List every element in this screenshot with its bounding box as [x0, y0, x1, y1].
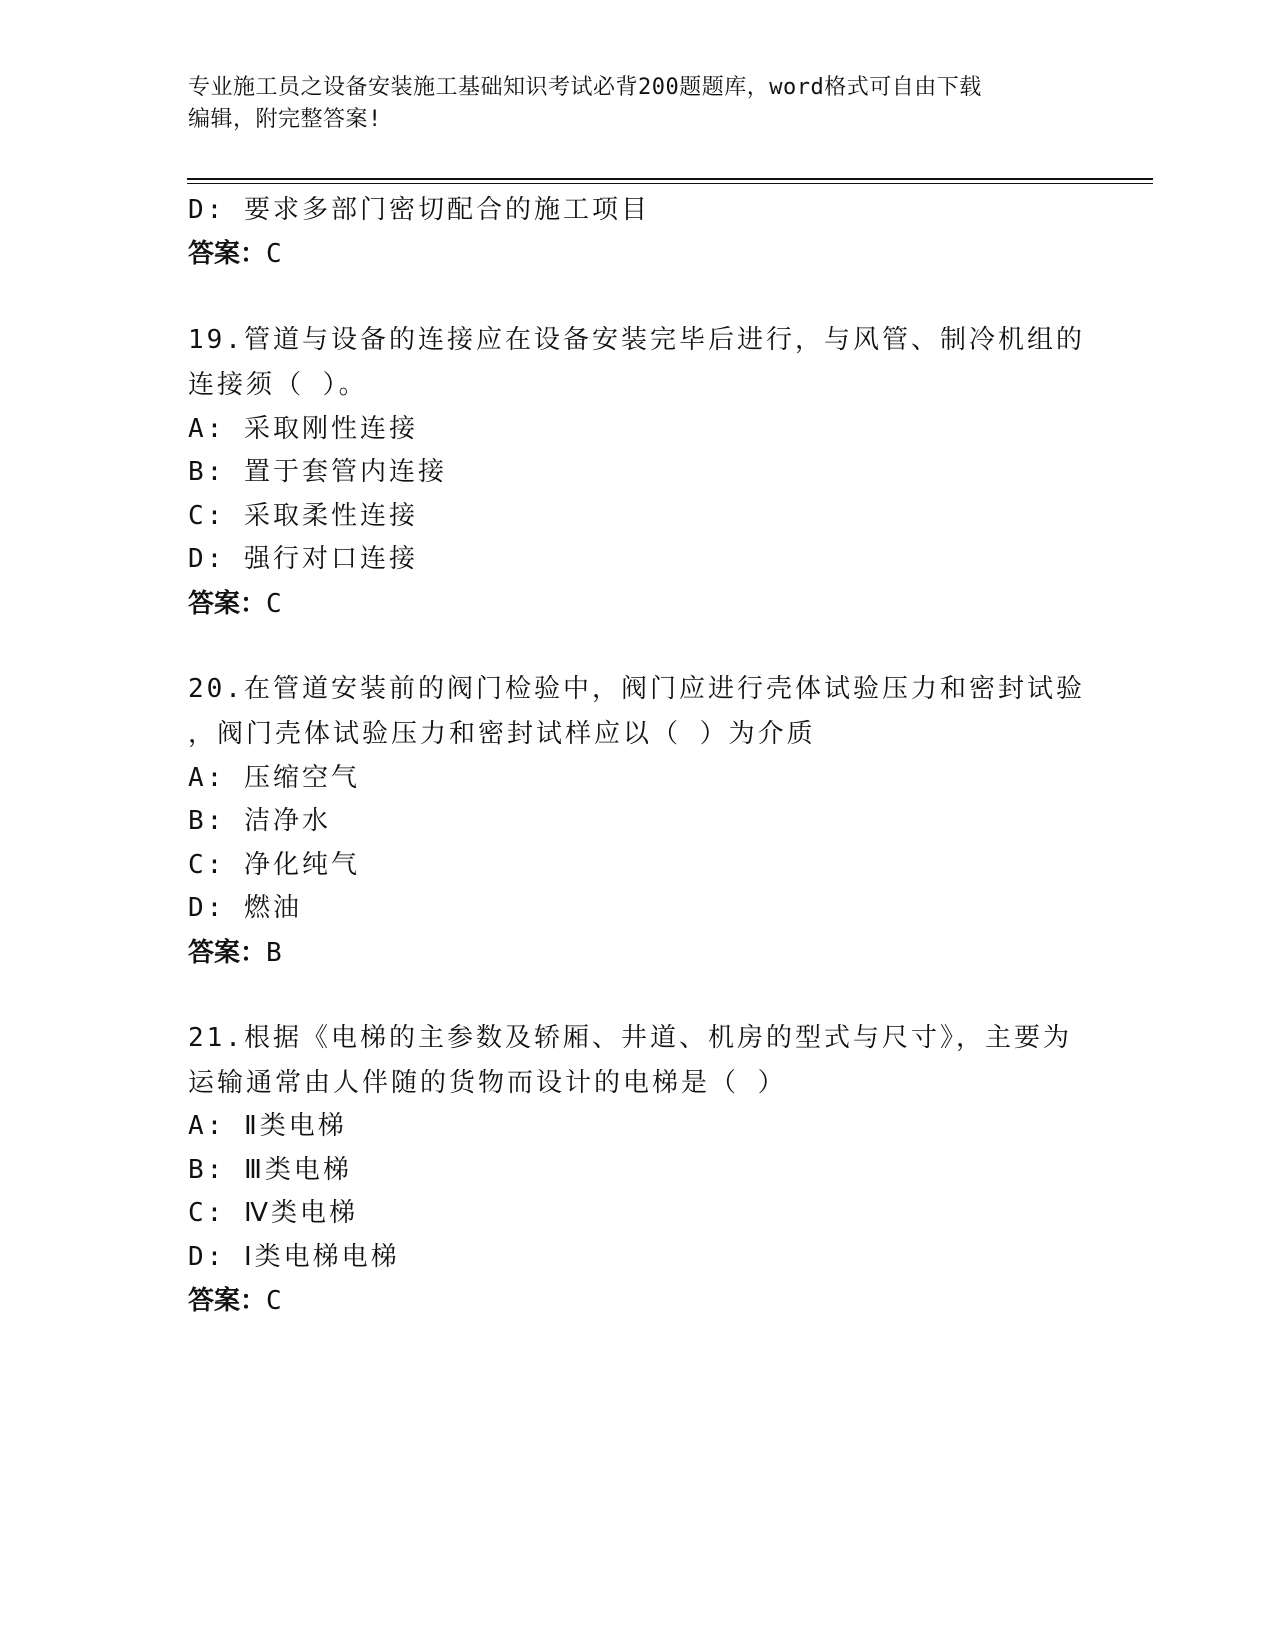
question-20-option-a: A: 压缩空气	[188, 763, 360, 793]
question-stem-line: 连接须（ ）。	[188, 370, 368, 400]
prev-answer	[188, 237, 282, 271]
answer-value: C	[266, 589, 282, 619]
question-19-option-a: A: 采取刚性连接	[188, 414, 418, 444]
question-stem-line: ，阀门壳体试验压力和密封试样应以（ ）为介质	[188, 719, 816, 749]
answer-value: C	[266, 1286, 282, 1316]
question-stem-line: 21.根据《电梯的主参数及轿厢、井道、机房的型式与尺寸》，主要为	[188, 1023, 1072, 1053]
question-21-option-a: A: Ⅱ类电梯	[188, 1111, 347, 1141]
prev-option-d: D: 要求多部门密切配合的施工项目	[188, 195, 650, 225]
question-19-answer	[188, 587, 282, 621]
question-stem-line: 19.管道与设备的连接应在设备安装完毕后进行，与风管、制冷机组的	[188, 325, 1085, 355]
question-21-option-d: D: Ⅰ类电梯电梯	[188, 1242, 400, 1272]
question-19-option-d: D: 强行对口连接	[188, 544, 418, 574]
question-20-option-c: C: 净化纯气	[188, 850, 360, 880]
question-20-answer	[188, 936, 282, 970]
answer-value: B	[266, 938, 282, 968]
header-divider-thin	[187, 183, 1153, 184]
answer-label: 答案：	[188, 938, 267, 968]
question-20-stem	[188, 667, 1088, 757]
question-21-option-b: B: Ⅲ类电梯	[188, 1155, 352, 1185]
header-divider-thick	[187, 178, 1153, 180]
header-line-1: 专业施工员之设备安装施工基础知识考试必背200题题库，word格式可自由下载	[188, 75, 982, 100]
header-line-2: 编辑，附完整答案!	[188, 107, 382, 132]
question-20-option-b: B: 洁净水	[188, 806, 331, 836]
answer-label: 答案：	[188, 589, 267, 619]
question-stem-line: 20.在管道安装前的阀门检验中，阀门应进行壳体试验压力和密封试验	[188, 674, 1085, 704]
answer-label: 答案：	[188, 1286, 267, 1316]
answer-value: C	[266, 239, 282, 269]
question-19-stem	[188, 318, 1088, 408]
document-header	[188, 72, 1088, 136]
question-stem-line: 运输通常由人伴随的货物而设计的电梯是（ ）	[188, 1068, 787, 1098]
answer-label: 答案：	[188, 239, 267, 269]
question-21-answer	[188, 1284, 282, 1318]
question-19-option-c: C: 采取柔性连接	[188, 501, 418, 531]
question-21-option-c: C: Ⅳ类电梯	[188, 1198, 358, 1228]
question-19-option-b: B: 置于套管内连接	[188, 457, 447, 487]
question-20-option-d: D: 燃油	[188, 893, 302, 923]
question-21-stem	[188, 1016, 1088, 1106]
